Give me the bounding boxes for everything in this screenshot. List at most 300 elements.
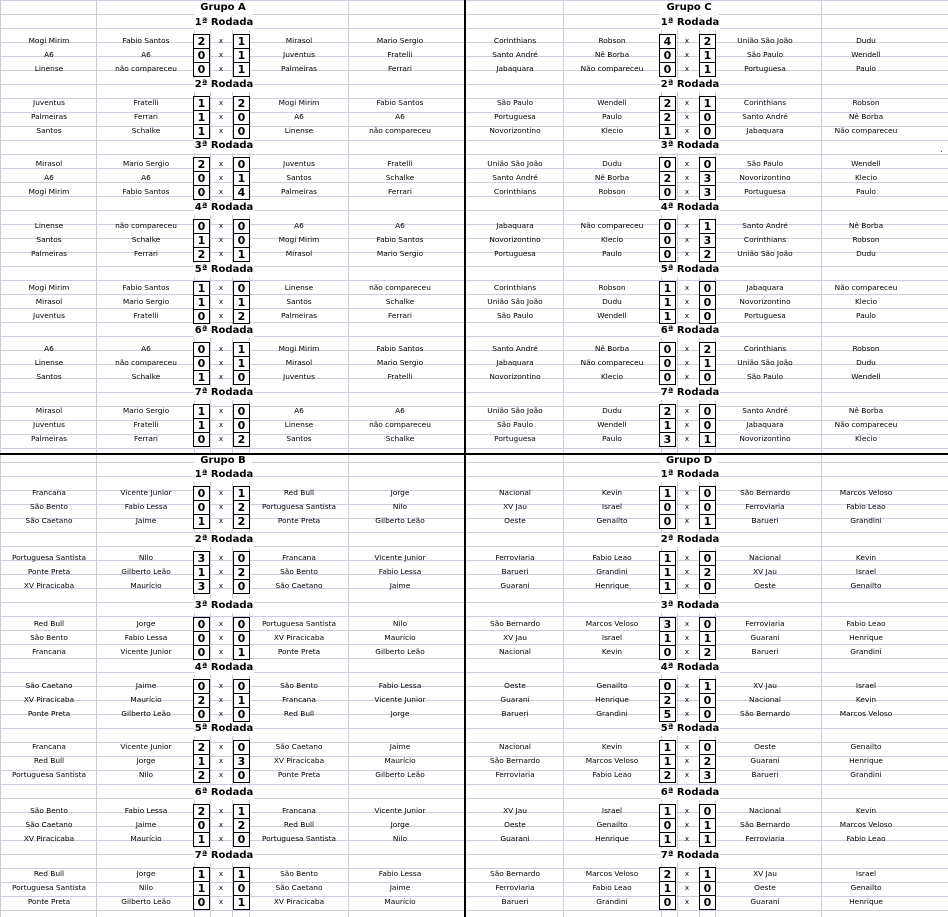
away-team: São Caetano [275,883,323,892]
home-team: Barueri [501,709,529,718]
home-score-box[interactable]: 1 [659,754,676,769]
home-score-box[interactable]: 0 [193,62,210,77]
away-coach: Jaime [389,883,411,892]
away-score-box[interactable]: 1 [699,62,716,77]
home-score-box[interactable]: 1 [659,832,676,847]
away-score-box[interactable]: 2 [233,565,250,580]
home-team: Francana [32,488,66,497]
away-score-box[interactable]: 2 [699,247,716,262]
away-coach: Wendell [851,372,881,381]
home-score-box[interactable]: 3 [659,617,676,632]
versus-mark: x [684,284,690,292]
away-score-box[interactable]: 0 [233,370,250,385]
away-coach: Maurício [384,756,416,765]
away-score-box[interactable]: 2 [233,500,250,515]
away-score-box[interactable]: 3 [699,185,716,200]
home-score-box[interactable]: 0 [193,342,210,357]
home-coach: Fabio Santos [122,283,170,292]
home-coach: Genailto [596,516,628,525]
away-score-box[interactable]: 1 [233,486,250,501]
away-score-box[interactable]: 1 [233,295,250,310]
match-row [0,124,464,138]
away-team: Barueri [751,647,779,656]
home-team: Corinthians [493,36,537,45]
round-title: 4ª Rodada [194,662,254,673]
round-title: 5ª Rodada [660,723,720,734]
round-title: 4ª Rodada [660,662,720,673]
versus-mark: x [218,284,224,292]
away-score-box[interactable]: 2 [699,645,716,660]
home-coach: Marcos Veloso [585,869,639,878]
round-title: 3ª Rodada [660,600,720,611]
away-coach: Fabio Lessa [378,869,422,878]
versus-mark: x [218,188,224,196]
home-team: A6 [44,173,54,182]
home-score-box[interactable]: 1 [659,631,676,646]
home-team: Juventus [33,98,65,107]
versus-mark: x [218,51,224,59]
home-score-box[interactable]: 0 [659,645,676,660]
away-score-box[interactable]: 3 [699,171,716,186]
away-score-box[interactable]: 1 [699,356,716,371]
home-coach: Fabio Lessa [124,502,168,511]
home-score-box[interactable]: 0 [193,895,210,910]
away-score-box[interactable]: 1 [233,342,250,357]
away-score-box[interactable]: 1 [233,247,250,262]
home-team: Palmeiras [31,434,67,443]
match-row [0,356,464,370]
away-score-box[interactable]: 1 [699,818,716,833]
home-score-box[interactable]: 1 [193,233,210,248]
home-coach: A6 [141,344,151,353]
home-team: Mirasol [35,406,63,415]
away-team: Corinthians [743,98,787,107]
home-score-box[interactable]: 1 [659,579,676,594]
match-row [466,418,930,432]
away-score-box[interactable]: 1 [699,219,716,234]
away-score-box[interactable]: 0 [699,418,716,433]
home-score-box[interactable]: 4 [659,34,676,49]
away-score-box[interactable]: 0 [699,124,716,139]
home-coach: Vicente Junior [120,647,172,656]
match-row [0,895,464,909]
home-score-box[interactable]: 0 [193,617,210,632]
versus-mark: x [218,37,224,45]
home-score-box[interactable]: 0 [659,500,676,515]
home-score-box[interactable]: 2 [659,867,676,882]
home-score-box[interactable]: 2 [193,740,210,755]
away-team: Santos [286,297,312,306]
home-score-box[interactable]: 1 [659,309,676,324]
away-score-box[interactable]: 0 [699,281,716,296]
away-score-box[interactable]: 0 [699,295,716,310]
group-title: Grupo C [660,1,718,15]
home-score-box[interactable]: 2 [659,171,676,186]
away-score-box[interactable]: 0 [699,895,716,910]
away-score-box[interactable]: 2 [699,565,716,580]
away-score-box[interactable]: 1 [699,631,716,646]
away-team: Ponte Preta [277,516,321,525]
away-score-box[interactable]: 0 [233,832,250,847]
match-row [466,486,930,500]
versus-mark: x [218,710,224,718]
away-team: Nacional [749,806,781,815]
away-score-box[interactable]: 0 [233,233,250,248]
home-score-box[interactable]: 0 [659,157,676,172]
away-score-box[interactable]: 0 [699,404,716,419]
round-title: 5ª Rodada [194,264,254,275]
away-coach: Ferrari [388,64,412,73]
away-score-box[interactable]: 0 [699,617,716,632]
home-score-box[interactable]: 1 [193,881,210,896]
away-team: XV Jau [753,681,777,690]
versus-mark: x [684,435,690,443]
home-score-box[interactable]: 1 [193,124,210,139]
away-score-box[interactable]: 1 [233,693,250,708]
away-score-box[interactable]: 0 [699,110,716,125]
home-score-box[interactable]: 0 [659,247,676,262]
match-row [0,867,464,881]
stray-dot: . [940,145,943,154]
match-row [0,832,464,846]
home-score-box[interactable]: 0 [193,185,210,200]
home-team: São Caetano [25,516,73,525]
home-score-box[interactable]: 1 [659,418,676,433]
home-team: Novorizontino [489,126,541,135]
home-score-box[interactable]: 1 [659,124,676,139]
away-coach: Marcos Veloso [839,820,893,829]
versus-mark: x [684,884,690,892]
home-team: Juventus [33,420,65,429]
away-score-box[interactable]: 1 [699,432,716,447]
home-team: São Caetano [25,820,73,829]
home-coach: Paulo [602,434,622,443]
away-score-box[interactable]: 0 [233,740,250,755]
away-score-box[interactable]: 0 [699,500,716,515]
away-score-box[interactable]: 3 [699,768,716,783]
home-score-box[interactable]: 1 [193,867,210,882]
home-score-box[interactable]: 1 [659,551,676,566]
home-score-box[interactable]: 0 [659,514,676,529]
away-score-box[interactable]: 0 [699,881,716,896]
away-score-box[interactable]: 2 [233,514,250,529]
away-score-box[interactable]: 1 [699,832,716,847]
away-coach: Jaime [389,742,411,751]
home-score-box[interactable]: 0 [193,171,210,186]
away-score-box[interactable]: 1 [233,171,250,186]
away-score-box[interactable]: 1 [699,48,716,63]
away-score-box[interactable]: 2 [233,309,250,324]
home-score-box[interactable]: 1 [193,754,210,769]
away-score-box[interactable]: 2 [233,432,250,447]
away-score-box[interactable]: 0 [699,370,716,385]
away-score-box[interactable]: 2 [699,754,716,769]
versus-mark: x [684,65,690,73]
home-score-box[interactable]: 2 [659,693,676,708]
home-score-box[interactable]: 1 [193,404,210,419]
away-score-box[interactable]: 0 [233,617,250,632]
home-score-box[interactable]: 0 [193,707,210,722]
away-score-box[interactable]: 0 [233,404,250,419]
home-coach: Nê Borba [594,50,630,59]
away-score-box[interactable]: 0 [233,551,250,566]
away-score-box[interactable]: 0 [233,219,250,234]
home-coach: Não compareceu [580,64,644,73]
match-row [466,309,930,323]
versus-mark: x [684,37,690,45]
away-score-box[interactable]: 1 [699,867,716,882]
versus-mark: x [684,312,690,320]
away-score-box[interactable]: 0 [699,309,716,324]
home-score-box[interactable]: 0 [193,219,210,234]
versus-mark: x [684,51,690,59]
home-score-box[interactable]: 1 [193,295,210,310]
match-row [466,157,930,171]
away-score-box[interactable]: 0 [233,124,250,139]
match-row [0,707,464,721]
home-score-box[interactable]: 0 [193,309,210,324]
home-score-box[interactable]: 1 [193,96,210,111]
home-score-box[interactable]: 0 [193,679,210,694]
match-row [466,185,930,199]
away-score-box[interactable]: 0 [233,579,250,594]
home-team: Mirasol [35,159,63,168]
away-coach: Mario Sergio [376,358,424,367]
match-row [466,62,930,76]
away-score-box[interactable]: 0 [233,881,250,896]
home-score-box[interactable]: 0 [193,645,210,660]
home-score-box[interactable]: 2 [193,247,210,262]
home-score-box[interactable]: 0 [659,895,676,910]
home-score-box[interactable]: 3 [659,432,676,447]
home-team: São Bento [30,502,68,511]
match-row [466,110,930,124]
home-score-box[interactable]: 0 [193,818,210,833]
home-score-box[interactable]: 0 [659,219,676,234]
away-coach: Schalke [385,434,415,443]
home-score-box[interactable]: 1 [193,110,210,125]
versus-mark: x [684,407,690,415]
away-coach: Kevin [855,553,877,562]
home-score-box[interactable]: 0 [659,62,676,77]
away-team: Ferroviaria [745,619,785,628]
home-score-box[interactable]: 2 [193,804,210,819]
home-score-box[interactable]: 2 [659,404,676,419]
away-score-box[interactable]: 0 [233,768,250,783]
away-team: Oeste [754,883,776,892]
home-score-box[interactable]: 0 [659,48,676,63]
home-team: Ponte Preta [27,897,71,906]
home-score-box[interactable]: 2 [659,110,676,125]
versus-mark: x [684,835,690,843]
home-score-box[interactable]: 0 [193,432,210,447]
home-score-box[interactable]: 0 [659,370,676,385]
home-score-box[interactable]: 1 [193,370,210,385]
round-title: 4ª Rodada [660,202,720,213]
home-score-box[interactable]: 2 [659,768,676,783]
home-coach: Gilberto Leão [121,567,171,576]
away-score-box[interactable]: 3 [233,754,250,769]
round-title: 5ª Rodada [194,723,254,734]
match-row [466,34,930,48]
match-row [0,370,464,384]
versus-mark: x [218,682,224,690]
home-score-box[interactable]: 1 [193,514,210,529]
match-row [466,370,930,384]
versus-mark: x [218,489,224,497]
away-team: Nacional [749,553,781,562]
away-score-box[interactable]: 0 [699,693,716,708]
home-team: São Bernardo [490,619,540,628]
match-row [0,432,464,446]
match-row [0,631,464,645]
versus-mark: x [684,554,690,562]
versus-mark: x [684,222,690,230]
away-coach: Kevin [855,695,877,704]
away-coach: Paulo [856,311,876,320]
away-score-box[interactable]: 2 [699,34,716,49]
away-score-box[interactable]: 1 [233,62,250,77]
round-title: 2ª Rodada [660,534,720,545]
home-score-box[interactable]: 0 [659,185,676,200]
home-score-box[interactable]: 0 [193,500,210,515]
away-score-box[interactable]: 0 [699,579,716,594]
home-score-box[interactable]: 2 [193,693,210,708]
away-score-box[interactable]: 2 [233,818,250,833]
home-team: Santos [36,235,62,244]
away-score-box[interactable]: 0 [233,631,250,646]
versus-mark: x [684,99,690,107]
home-score-box[interactable]: 2 [659,96,676,111]
home-score-box[interactable]: 0 [659,679,676,694]
home-score-box[interactable]: 1 [659,565,676,580]
away-score-box[interactable]: 0 [699,486,716,501]
home-score-box[interactable]: 0 [659,233,676,248]
away-score-box[interactable]: 1 [233,356,250,371]
home-score-box[interactable]: 0 [659,356,676,371]
home-score-box[interactable]: 0 [193,631,210,646]
away-coach: Dudu [856,249,876,258]
away-coach: Schalke [385,297,415,306]
away-score-box[interactable]: 0 [233,679,250,694]
home-coach: Marcos Veloso [585,756,639,765]
away-score-box[interactable]: 1 [233,895,250,910]
match-row [466,48,930,62]
away-team: Santos [286,173,312,182]
match-row [466,895,930,909]
home-score-box[interactable]: 3 [193,579,210,594]
match-row [0,404,464,418]
away-score-box[interactable]: 0 [699,551,716,566]
away-score-box[interactable]: 1 [233,48,250,63]
away-score-box[interactable]: 1 [699,96,716,111]
home-score-box[interactable]: 0 [193,486,210,501]
away-score-box[interactable]: 1 [233,804,250,819]
away-score-box[interactable]: 0 [233,157,250,172]
round-title: 7ª Rodada [194,387,254,398]
home-team: Nacional [499,742,531,751]
home-score-box[interactable]: 3 [193,551,210,566]
away-score-box[interactable]: 1 [699,679,716,694]
home-coach: Nilo [138,883,154,892]
home-score-box[interactable]: 0 [659,818,676,833]
home-score-box[interactable]: 1 [659,881,676,896]
match-row [0,579,464,593]
home-coach: Henrique [595,581,629,590]
away-score-box[interactable]: 0 [699,740,716,755]
home-team: Portuguesa [494,249,536,258]
away-score-box[interactable]: 0 [233,707,250,722]
versus-mark: x [684,870,690,878]
home-score-box[interactable]: 1 [659,486,676,501]
home-score-box[interactable]: 5 [659,707,676,722]
home-score-box[interactable]: 0 [193,356,210,371]
home-coach: Mario Sergio [122,159,170,168]
home-score-box[interactable]: 1 [193,281,210,296]
home-team: Portuguesa [494,434,536,443]
versus-mark: x [218,835,224,843]
home-score-box[interactable]: 1 [659,804,676,819]
home-score-box[interactable]: 1 [659,281,676,296]
away-team: Palmeiras [281,64,317,73]
home-score-box[interactable]: 0 [659,342,676,357]
round-title: 7ª Rodada [660,387,720,398]
home-score-box[interactable]: 1 [659,295,676,310]
match-row [466,295,930,309]
home-score-box[interactable]: 1 [193,565,210,580]
away-coach: Robson [852,344,880,353]
away-team: Francana [282,806,316,815]
away-score-box[interactable]: 0 [233,281,250,296]
match-row [466,867,930,881]
home-score-box[interactable]: 0 [193,48,210,63]
home-score-box[interactable]: 2 [193,34,210,49]
versus-mark: x [684,421,690,429]
home-coach: Gilberto Leão [121,709,171,718]
away-score-box[interactable]: 1 [233,34,250,49]
away-score-box[interactable]: 0 [699,804,716,819]
match-row [466,356,930,370]
home-team: XV Jau [503,806,527,815]
away-score-box[interactable]: 1 [233,867,250,882]
away-team: Juventus [283,50,315,59]
away-score-box[interactable]: 2 [699,342,716,357]
home-team: Linense [34,64,64,73]
home-team: Santo André [492,344,538,353]
away-score-box[interactable]: 0 [233,418,250,433]
away-score-box[interactable]: 1 [699,514,716,529]
home-team: Linense [34,358,64,367]
away-score-box[interactable]: 3 [699,233,716,248]
home-score-box[interactable]: 2 [193,768,210,783]
away-score-box[interactable]: 1 [233,645,250,660]
home-team: Santo André [492,50,538,59]
home-score-box[interactable]: 1 [193,832,210,847]
home-score-box[interactable]: 1 [659,740,676,755]
away-score-box[interactable]: 0 [233,110,250,125]
away-score-box[interactable]: 0 [699,157,716,172]
away-score-box[interactable]: 0 [699,707,716,722]
round-title: 6ª Rodada [660,325,720,336]
versus-mark: x [218,99,224,107]
away-score-box[interactable]: 2 [233,96,250,111]
home-team: Francana [32,742,66,751]
away-coach: Robson [852,235,880,244]
home-score-box[interactable]: 2 [193,157,210,172]
away-score-box[interactable]: 4 [233,185,250,200]
away-coach: Fabio Lessa [378,567,422,576]
home-score-box[interactable]: 1 [193,418,210,433]
